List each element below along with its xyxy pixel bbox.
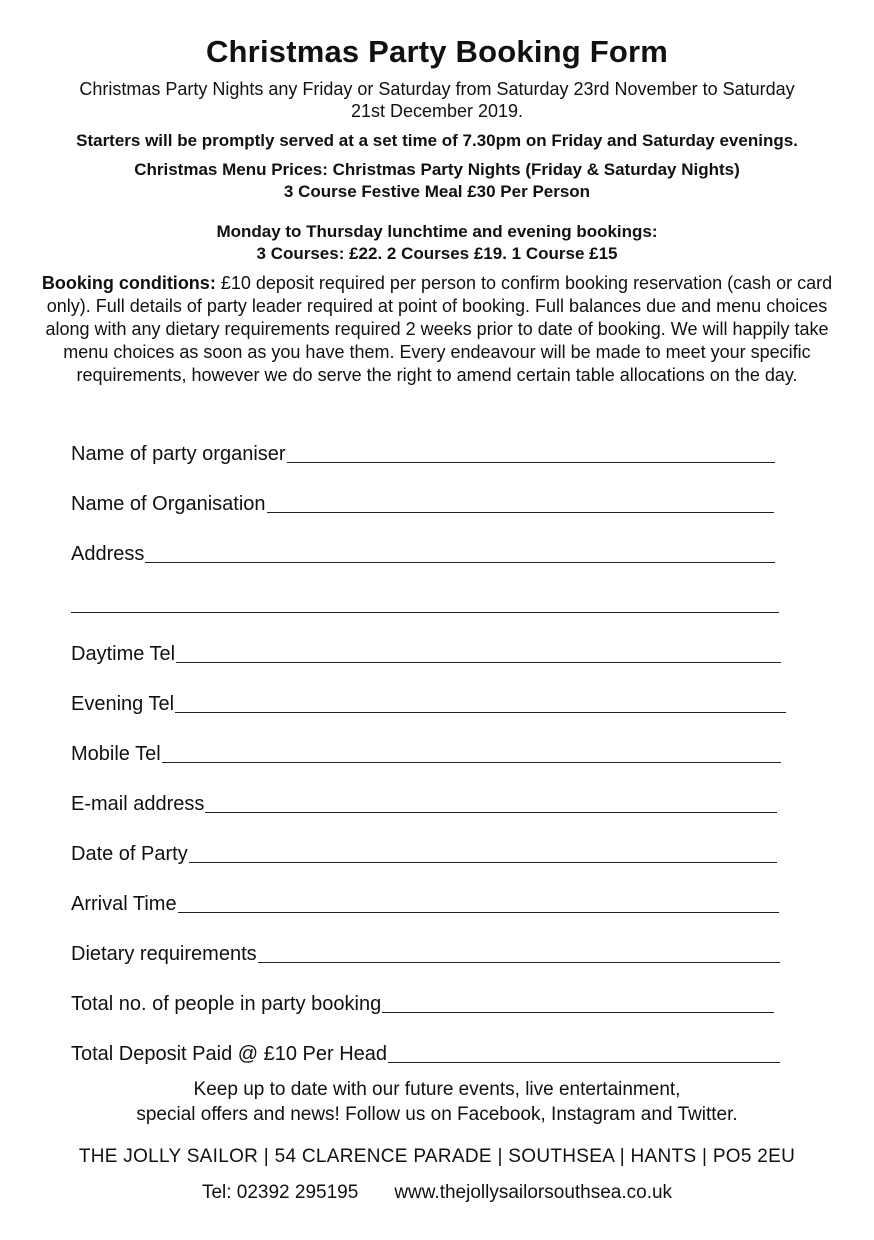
- field-evening-tel[interactable]: [71, 690, 786, 716]
- page-title: Christmas Party Booking Form: [205, 34, 669, 69]
- telephone-number: Tel: 02392 295195: [201, 1182, 359, 1203]
- field-total-deposit[interactable]: [71, 1040, 780, 1066]
- starters-notice: Starters will be promptly served at a set time of 7.30pm on Friday and Saturday evenings.: [76, 131, 798, 150]
- field-label: Date of Party: [71, 843, 188, 865]
- field-date-of-party[interactable]: [71, 840, 777, 866]
- field-party-organiser[interactable]: [71, 440, 775, 466]
- field-dietary-requirements[interactable]: [71, 940, 780, 966]
- field-daytime-tel[interactable]: [71, 640, 781, 666]
- social-message-line-1: Keep up to date with our future events, live entertainment,: [193, 1079, 681, 1100]
- fill-line[interactable]: [162, 762, 781, 763]
- fill-line[interactable]: [258, 962, 780, 963]
- field-email[interactable]: [71, 790, 777, 816]
- field-label: Evening Tel: [71, 693, 175, 715]
- field-arrival-time[interactable]: [71, 890, 779, 916]
- fill-line[interactable]: [287, 462, 775, 463]
- field-label: Daytime Tel: [71, 643, 176, 665]
- menu-prices: [30, 159, 844, 203]
- field-address[interactable]: [71, 540, 775, 566]
- social-message: [0, 1077, 874, 1127]
- fill-line[interactable]: [189, 862, 777, 863]
- menu-prices-line-1: Christmas Menu Prices: Christmas Party Nights (Friday & Saturday Nights): [134, 160, 740, 179]
- fill-line[interactable]: [267, 512, 774, 513]
- fill-line[interactable]: [175, 712, 786, 713]
- booking-conditions-text: £10 deposit required per person to confirm booking reservation (cash or card only). Full details of party leader required at point of booking. Full balances due and menu choices along with any dietary requirements required 2 weeks prior to date of booking. We will happily take menu choices as soon as you have them. Every endeavour will be made to meet your specific requirements, however we do serve the right to amend certain table allocations on the day.: [45, 273, 833, 385]
- field-address-line-2[interactable]: [71, 590, 779, 616]
- intro-line-2: 21st December 2019.: [350, 101, 524, 121]
- menu-prices-line-2: 3 Course Festive Meal £30 Per Person: [283, 182, 591, 201]
- field-label: Name of party organiser: [71, 443, 286, 465]
- website-link[interactable]: www.thejollysailorsouthsea.co.uk: [394, 1182, 673, 1203]
- field-label: Total Deposit Paid @ £10 Per Head: [71, 1043, 388, 1065]
- intro-text: [30, 78, 844, 122]
- field-label: Name of Organisation: [71, 493, 266, 515]
- field-label: Dietary requirements: [71, 943, 257, 965]
- field-label: Arrival Time: [71, 893, 177, 915]
- field-label: Mobile Tel: [71, 743, 161, 765]
- social-message-line-2: special offers and news! Follow us on Facebook, Instagram and Twitter.: [136, 1104, 738, 1125]
- contact-details: [0, 1182, 874, 1204]
- weekday-prices: [30, 221, 844, 265]
- field-organisation[interactable]: [71, 490, 774, 516]
- fill-line[interactable]: [178, 912, 779, 913]
- venue-address: THE JOLLY SAILOR | 54 CLARENCE PARADE | SOUTHSEA | HANTS | PO5 2EU: [78, 1146, 796, 1167]
- fill-line[interactable]: [382, 1012, 774, 1013]
- fill-line[interactable]: [205, 812, 777, 813]
- field-mobile-tel[interactable]: [71, 740, 781, 766]
- field-total-people[interactable]: [71, 990, 774, 1016]
- field-label: Address: [71, 543, 145, 565]
- fill-line[interactable]: [176, 662, 781, 663]
- weekday-line-1: Monday to Thursday lunchtime and evening bookings:: [216, 222, 658, 241]
- weekday-line-2: 3 Courses: £22. 2 Courses £19. 1 Course £15: [256, 244, 618, 263]
- booking-conditions: [30, 272, 844, 387]
- booking-conditions-heading: Booking conditions:: [41, 273, 216, 293]
- field-label: Total no. of people in party booking: [71, 993, 382, 1015]
- fill-line[interactable]: [388, 1062, 780, 1063]
- intro-line-1: Christmas Party Nights any Friday or Saturday from Saturday 23rd November to Saturday: [79, 79, 795, 99]
- fill-line[interactable]: [71, 612, 779, 613]
- field-label: E-mail address: [71, 793, 205, 815]
- fill-line[interactable]: [145, 562, 775, 563]
